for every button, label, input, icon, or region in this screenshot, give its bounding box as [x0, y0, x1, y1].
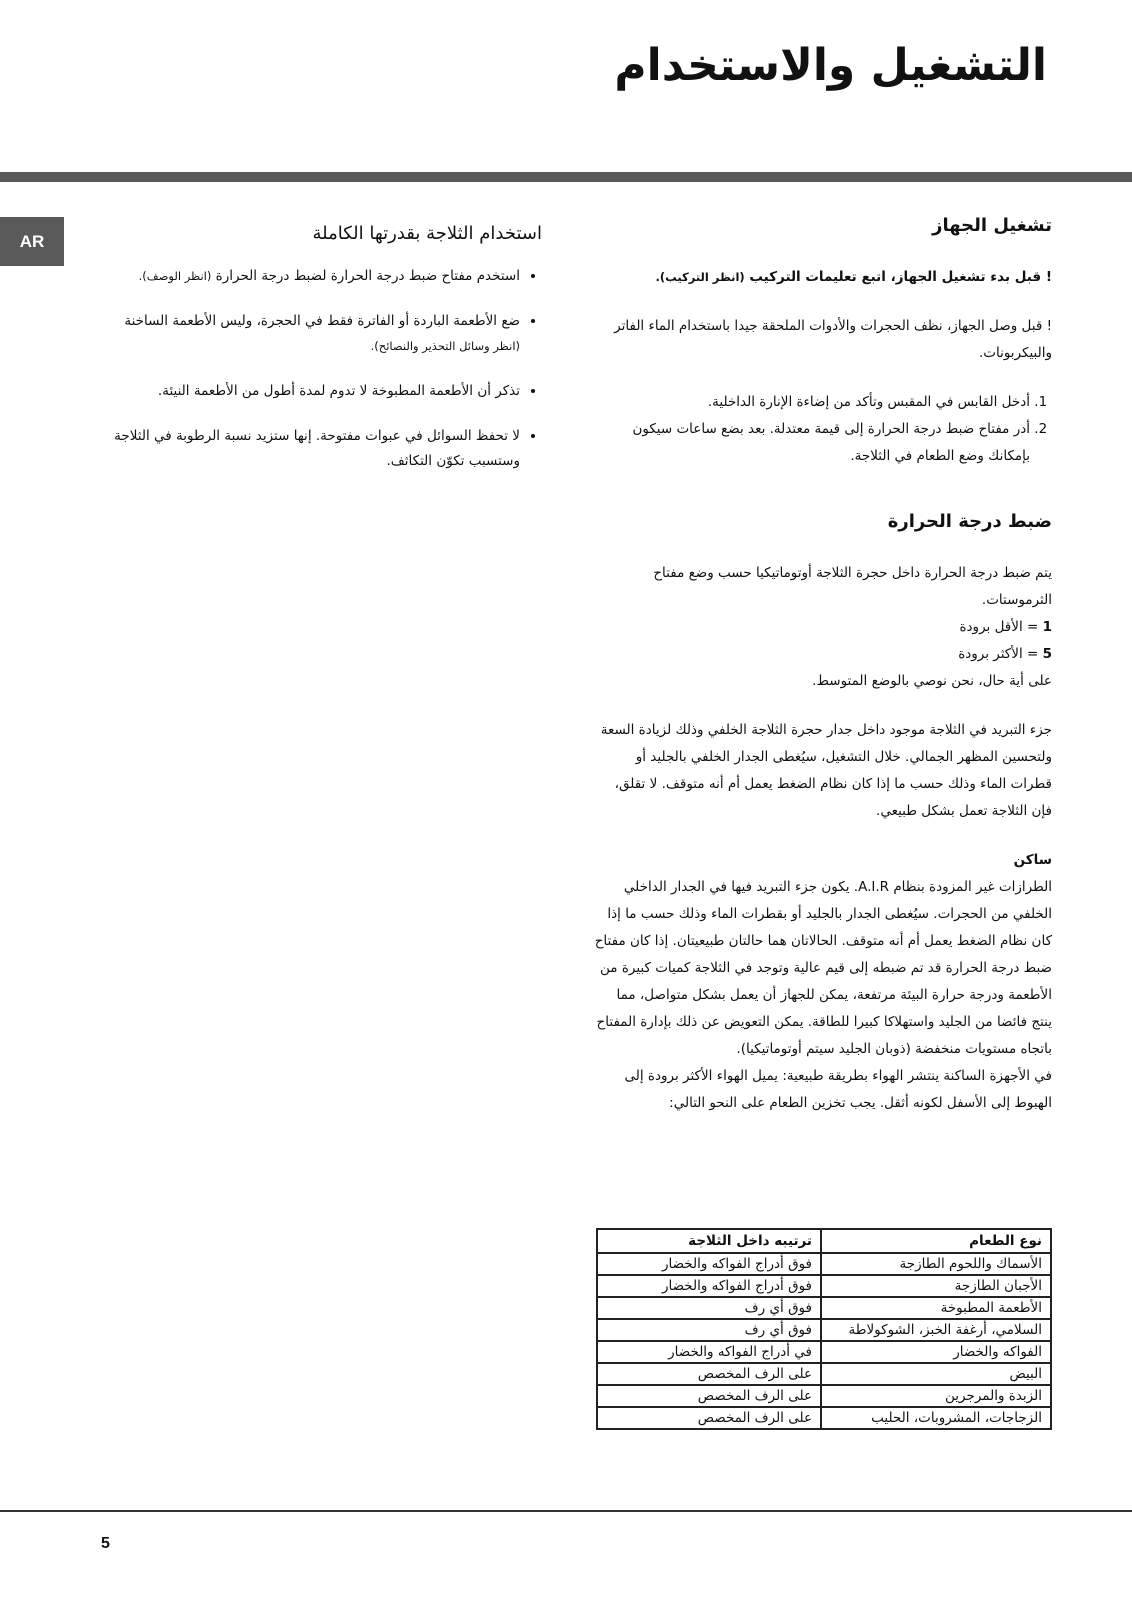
food-cell: الزجاجات، المشروبات، الحليب [821, 1407, 1051, 1429]
food-cell: الأطعمة المطبوخة [821, 1297, 1051, 1319]
section-title-full-use: استخدام الثلاجة بقدرتها الكاملة [312, 223, 542, 244]
table-header-row [597, 1229, 1051, 1253]
setting-least-cold: 1 = الأقل برودة [959, 619, 1052, 635]
placement-cell: على الرف المخصص [597, 1385, 821, 1407]
static-paragraph-1: الطرازات غير المزودة بنظام A.I.R. يكون جزء التبريد فيها في الجدار الداخلي الخلفي من الحجرات. سيُغطى الجدار بالجليد أو بقطرات الماء وذلك حسب ما إذا كان نظام الضغط يعمل أم أنه متوقف. الحالاتان هما حالتان طبيعيتان. إذا كان مفتاح ضبط درجة الحرارة قد تم ضبطه إلى قيم عالية وتوجد في الثلاجة كميات كبيرة من الأطعمة ودرجة حرارة البيئة مرتفعة، يمكن للجهاز أن يعمل بشكل متواصل، مما ينتج فائضا من الجليد واستهلاكا كبيرا للطاقة. يمكن التعويض عن ذلك بإدارة المفتاح باتجاه مستويات منخفضة (ذوبان الجليد سيتم أوتوماتيكيا). [594, 879, 1052, 1057]
left-column [102, 218, 542, 494]
table-row [597, 1407, 1051, 1429]
placement-cell: فوق أدراج الفواكه والخضار [597, 1253, 821, 1275]
section-title-temperature: ضبط درجة الحرارة [887, 511, 1052, 532]
language-tab: AR [0, 217, 64, 266]
table-row [597, 1363, 1051, 1385]
section-title-switching-on: تشغيل الجهاز [932, 215, 1052, 236]
static-paragraph-2: في الأجهزة الساكنة ينتشر الهواء بطريقة طبيعية: يميل الهواء الأكثر برودة إلى الهبوط إلى الأسفل لكونه أثقل. يجب تخزين الطعام على النحو التالي: [624, 1068, 1052, 1111]
table-row [597, 1319, 1051, 1341]
table-row [597, 1253, 1051, 1275]
food-storage-table [596, 1228, 1052, 1430]
food-cell: الزبدة والمرجرين [821, 1385, 1051, 1407]
food-cell: السلامي، أرغفة الخبز، الشوكولاطة [821, 1319, 1051, 1341]
placement-cell: فوق أي رف [597, 1297, 821, 1319]
step-item: 1. أدخل القابس في المقبس وتأكد من إضاءة الإنارة الداخلية. [592, 389, 1030, 416]
list-item: • لا تحفظ السوائل في عبوات مفتوحة. إنها ستزيد نسبة الرطوبة في الثلاجة وستسبب تكوّن التكاثف. [102, 424, 520, 474]
table-row [597, 1341, 1051, 1363]
cooling-paragraph: جزء التبريد في الثلاجة موجود داخل جدار حجرة الثلاجة الخلفي وذلك لزيادة السعة ولتحسين المظهر الجمالي. خلال التشغيل، سيُغطى الجدار الخلفي بالجليد أو قطرات الماء وذلك حسب ما إذا كان نظام الضغط يعمل أم أنه متوقف. لا تقلق، فإن الثلاجة تعمل بشكل طبيعي. [600, 722, 1052, 819]
placement-cell: فوق أدراج الفواكه والخضار [597, 1275, 821, 1297]
warning-installation: ! قبل بدء تشغيل الجهاز، اتبع تعليمات التركيب (انظر التركيب). [655, 269, 1052, 285]
placement-cell: في أدراج الفواكه والخضار [597, 1341, 821, 1363]
header-placement: ترتيبه داخل الثلاجة [597, 1229, 821, 1253]
recommendation: على أية حال، نحن نوصي بالوضع المتوسط. [812, 673, 1052, 689]
header-food-type: نوع الطعام [821, 1229, 1051, 1253]
footer-divider [0, 1510, 1132, 1512]
placement-cell: على الرف المخصص [597, 1407, 821, 1429]
tips-list [102, 264, 542, 474]
food-cell: الأسماك واللحوم الطازجة [821, 1253, 1051, 1275]
table-row [597, 1385, 1051, 1407]
setting-most-cold: 5 = الأكثر برودة [958, 646, 1052, 662]
step-item: 2. أدر مفتاح ضبط درجة الحرارة إلى قيمة معتدلة. بعد بضع ساعات سيكون بإمكانك وضع الطعام في الثلاجة. [592, 416, 1030, 470]
table-row [597, 1297, 1051, 1319]
steps-list [592, 389, 1052, 470]
placement-cell: على الرف المخصص [597, 1363, 821, 1385]
food-cell: الفواكه والخضار [821, 1341, 1051, 1363]
right-column [592, 210, 1052, 1117]
list-item: • ضع الأطعمة الباردة أو الفاترة فقط في الحجرة، وليس الأطعمة الساخنة (انظر وسائل التحذير والنصائح). [102, 309, 520, 359]
food-cell: البيض [821, 1363, 1051, 1385]
warning-cleaning: ! قبل وصل الجهاز، نظف الحجرات والأدوات الملحقة جيدا باستخدام الماء الفاتر والبيكربونات. [614, 318, 1052, 361]
table-row [597, 1275, 1051, 1297]
title-divider [0, 172, 1132, 182]
placement-cell: فوق أي رف [597, 1319, 821, 1341]
list-item: • استخدم مفتاح ضبط درجة الحرارة لضبط درجة الحرارة (انظر الوصف). [102, 264, 520, 289]
page-title: التشغيل والاستخدام [614, 40, 1047, 91]
list-item: • تذكر أن الأطعمة المطبوخة لا تدوم لمدة أطول من الأطعمة النيئة. [102, 379, 520, 404]
section-title-static: ساكن [1013, 852, 1052, 868]
temperature-intro: يتم ضبط درجة الحرارة داخل حجرة الثلاجة أوتوماتيكيا حسب وضع مفتاح الثرموستات. [653, 565, 1052, 608]
food-cell: الأجبان الطازجة [821, 1275, 1051, 1297]
page-number: 5 [101, 1535, 110, 1552]
